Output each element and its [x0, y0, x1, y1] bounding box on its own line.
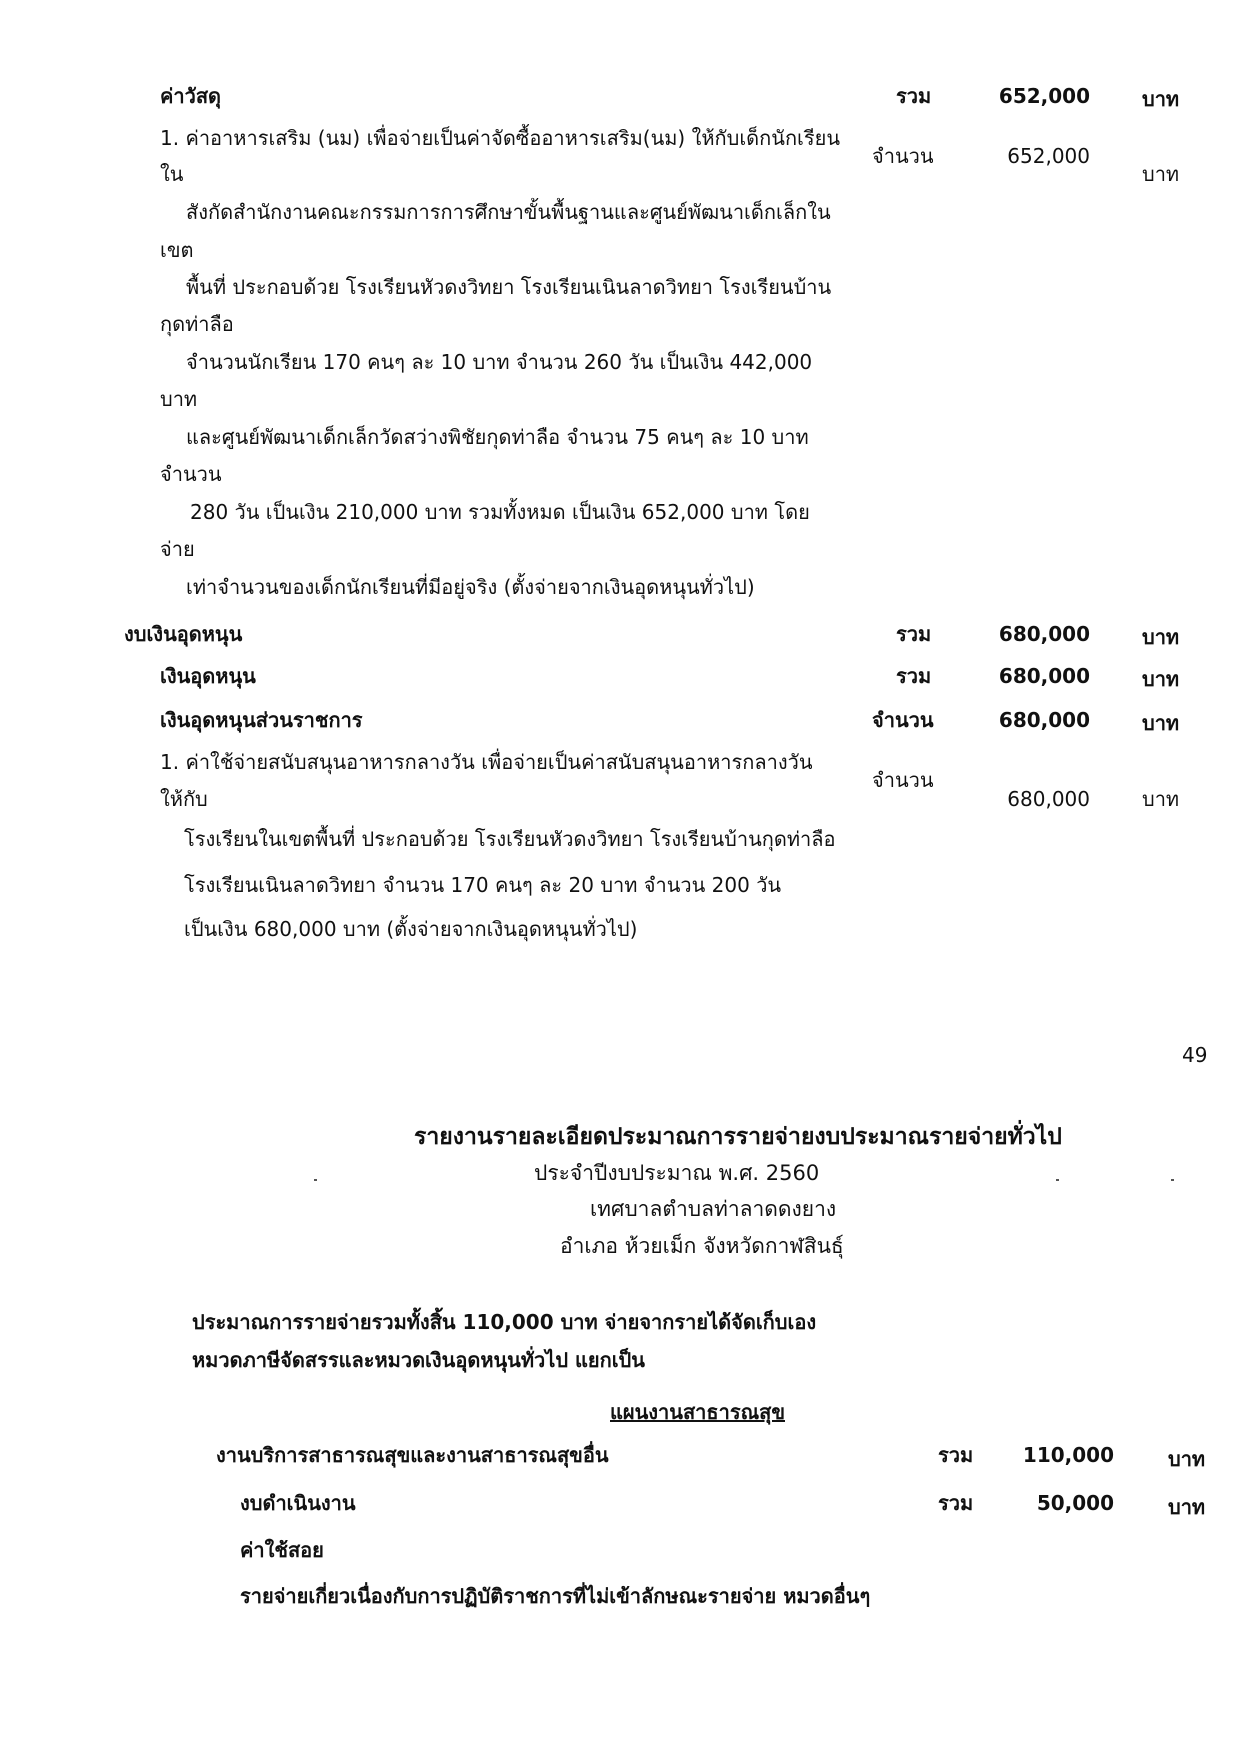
- milk-line-8: บาท: [160, 387, 198, 411]
- gov-subsidy-kind: จำนวน: [872, 708, 934, 732]
- report-district: อำเภอ ห้วยเม็ก จังหวัดกาฬสินธุ์: [560, 1234, 844, 1258]
- milk-line-9: และศูนย์พัฒนาเด็กเล็กวัดสว่างพิชัยกุดท่าลือ จำนวน 75 คนๆ ละ 10 บาท: [186, 425, 809, 449]
- lunch-line-3: โรงเรียนในเขตพื้นที่ ประกอบด้วย โรงเรียนหัวดงวิทยา โรงเรียนบ้านกุดท่าลือ: [184, 827, 836, 851]
- milk-line-11: 280 วัน เป็นเงิน 210,000 บาท รวมทั้งหมด เป็นเงิน 652,000 บาท โดย: [190, 500, 810, 524]
- service-kind: รวม: [938, 1443, 974, 1467]
- scan-speck: [1056, 1179, 1059, 1181]
- report-fiscal-year: ประจำปีงบประมาณ พ.ศ. 2560: [534, 1161, 820, 1185]
- lunch-line-5: เป็นเงิน 680,000 บาท (ตั้งจ่ายจากเงินอุดหนุนทั่วไป): [184, 917, 638, 941]
- subsidy-budget-kind: รวม: [896, 622, 932, 646]
- service-label: งานบริการสาธารณสุขและงานสาธารณสุขอื่น: [216, 1443, 609, 1467]
- materials-kind: รวม: [896, 84, 932, 108]
- gov-subsidy-label: เงินอุดหนุนส่วนราชการ: [160, 708, 363, 732]
- plan-heading: แผนงานสาธารณสุข: [610, 1400, 785, 1424]
- milk-line-7: จำนวนนักเรียน 170 คนๆ ละ 10 บาท จำนวน 260 วัน เป็นเงิน 442,000: [186, 350, 813, 374]
- milk-line-13: เท่าจำนวนของเด็กนักเรียนที่มีอยู่จริง (ตั้งจ่ายจากเงินอุดหนุนทั่วไป): [186, 575, 755, 599]
- service-unit: บาท: [1168, 1447, 1206, 1471]
- lunch-amount: 680,000: [1007, 787, 1090, 811]
- operating-label: งบดำเนินงาน: [240, 1491, 356, 1515]
- subsidy-budget-amount: 680,000: [998, 622, 1090, 646]
- milk-line-12: จ่าย: [160, 537, 195, 561]
- report-title: รายงานรายละเอียดประมาณการรายจ่ายงบประมาณรายจ่ายทั่วไป: [414, 1124, 1062, 1150]
- materials-label: ค่าวัสดุ: [160, 84, 222, 108]
- milk-line-6: กุดท่าลือ: [160, 312, 234, 336]
- lunch-line-1: 1. ค่าใช้จ่ายสนับสนุนอาหารกลางวัน เพื่อจ่ายเป็นค่าสนับสนุนอาหารกลางวัน: [160, 750, 813, 774]
- subsidy-budget-unit: บาท: [1142, 625, 1180, 649]
- milk-line-5: พื้นที่ ประกอบด้วย โรงเรียนหัวดงวิทยา โรงเรียนเนินลาดวิทยา โรงเรียนบ้าน: [186, 275, 832, 299]
- report-municipality: เทศบาลตำบลท่าลาดดงยาง: [590, 1197, 837, 1221]
- milk-amount: 652,000: [1007, 144, 1090, 168]
- expenses-label: ค่าใช้สอย: [240, 1538, 324, 1562]
- summary-line-1: ประมาณการรายจ่ายรวมทั้งสิ้น 110,000 บาท จ่ายจากรายได้จัดเก็บเอง: [192, 1310, 817, 1334]
- milk-line-1: 1. ค่าอาหารเสริม (นม) เพื่อจ่ายเป็นค่าจัดซื้ออาหารเสริม(นม) ให้กับเด็กนักเรียน: [160, 126, 841, 150]
- milk-kind: จำนวน: [872, 144, 934, 168]
- service-amount: 110,000: [1022, 1443, 1114, 1467]
- milk-line-3: สังกัดสำนักงานคณะกรรมการการศึกษาขั้นพื้นฐานและศูนย์พัฒนาเด็กเล็กใน: [186, 200, 831, 224]
- gov-subsidy-unit: บาท: [1142, 711, 1180, 735]
- gov-subsidy-amount: 680,000: [998, 708, 1090, 732]
- subsidy-label: เงินอุดหนุน: [160, 664, 256, 688]
- materials-unit: บาท: [1142, 87, 1180, 111]
- operating-kind: รวม: [938, 1491, 974, 1515]
- milk-line-10: จำนวน: [160, 462, 222, 486]
- milk-line-2: ใน: [160, 162, 184, 186]
- subsidy-budget-label: งบเงินอุดหนุน: [124, 622, 243, 646]
- page-number: 49: [1182, 1043, 1208, 1067]
- lunch-kind: จำนวน: [872, 768, 934, 792]
- operating-unit: บาท: [1168, 1495, 1206, 1519]
- milk-line-4: เขต: [160, 238, 194, 262]
- milk-unit: บาท: [1142, 162, 1180, 186]
- scan-speck: [1171, 1179, 1174, 1181]
- subsidy-kind: รวม: [896, 664, 932, 688]
- materials-amount: 652,000: [998, 84, 1090, 108]
- summary-line-2: หมวดภาษีจัดสรรและหมวดเงินอุดหนุนทั่วไป แยกเป็น: [192, 1348, 645, 1372]
- lunch-line-4: โรงเรียนเนินลาดวิทยา จำนวน 170 คนๆ ละ 20 บาท จำนวน 200 วัน: [184, 873, 782, 897]
- scan-speck: [314, 1179, 317, 1181]
- operating-amount: 50,000: [1036, 1491, 1114, 1515]
- subsidy-unit: บาท: [1142, 667, 1180, 691]
- subsidy-amount: 680,000: [998, 664, 1090, 688]
- lunch-unit: บาท: [1142, 787, 1180, 811]
- misc-expenses-label: รายจ่ายเกี่ยวเนื่องกับการปฏิบัติราชการที่ไม่เข้าลักษณะรายจ่าย หมวดอื่นๆ: [240, 1584, 871, 1608]
- lunch-line-2: ให้กับ: [160, 787, 208, 811]
